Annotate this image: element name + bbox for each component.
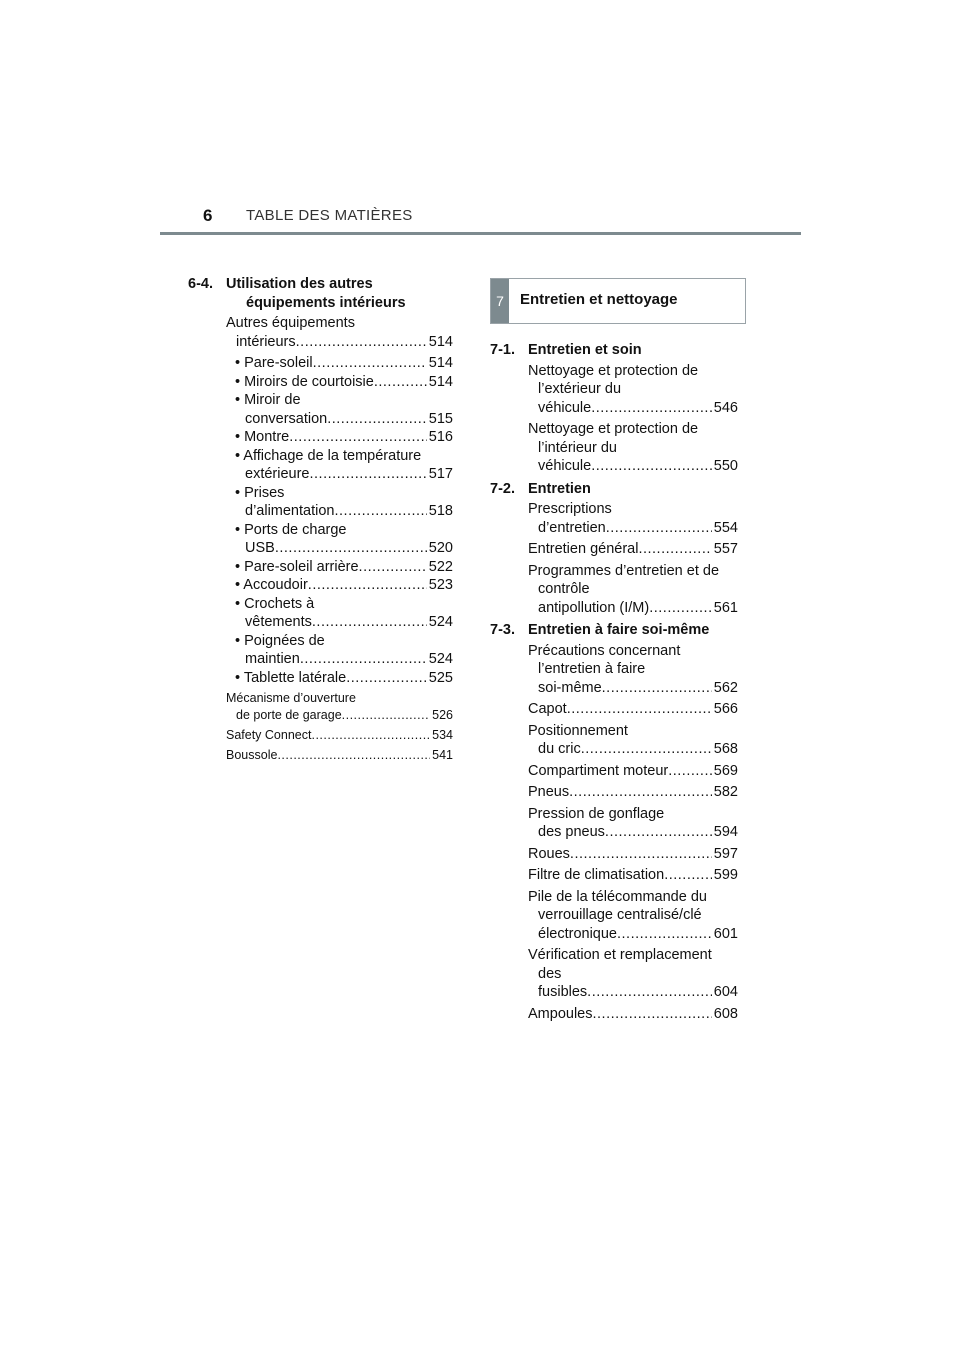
- toc-entry-line: [226, 333, 453, 352]
- toc-entry-label: Nettoyage et protection de l’extérieur du: [528, 362, 699, 397]
- toc-entry-line: [528, 823, 738, 842]
- toc-page-number: 522: [428, 558, 453, 575]
- toc-entry-label: Prescriptions: [528, 501, 612, 517]
- toc-entry-label: Positionnement: [528, 722, 628, 739]
- toc-entry[interactable]: [528, 783, 738, 802]
- toc-page-number: 514: [428, 333, 453, 350]
- toc-page-number: 562: [713, 679, 738, 696]
- toc-page-number: 554: [713, 519, 738, 536]
- toc-page-number: 566: [713, 701, 738, 717]
- dot-leader: [311, 727, 430, 744]
- toc-entry[interactable]: [528, 362, 738, 418]
- toc-entry-line: [235, 428, 453, 447]
- toc-entry[interactable]: [528, 805, 738, 842]
- toc-sub-item[interactable]: [235, 558, 453, 577]
- toc-entry-label-end: • Tablette latérale: [235, 669, 347, 686]
- dot-leader: [668, 762, 712, 781]
- toc-entry[interactable]: [528, 562, 738, 618]
- toc-page-number: 601: [713, 925, 738, 942]
- toc-page-number: 534: [432, 728, 453, 742]
- chapter-number-tab: 7: [491, 279, 509, 323]
- toc-entry-label-end: de porte de garage: [236, 708, 342, 722]
- toc-entry-label-end: Ampoules: [528, 1005, 593, 1022]
- section-heading: [188, 275, 453, 312]
- toc-entry-line: [235, 373, 453, 392]
- toc-entry[interactable]: [226, 727, 453, 744]
- toc-page-number: 514: [428, 373, 453, 390]
- toc-entry-label: Vérification et remplacement des: [528, 947, 712, 982]
- toc-entry-label-end: Roues: [528, 845, 570, 862]
- toc-page-number: 517: [428, 466, 453, 482]
- toc-entry-label-end: Compartiment moteur: [528, 762, 669, 779]
- toc-page-number: 561: [713, 599, 738, 616]
- toc-entry[interactable]: [226, 690, 453, 724]
- right-column: [490, 341, 738, 1026]
- toc-entry[interactable]: [528, 420, 738, 476]
- dot-leader: [638, 540, 711, 559]
- section-heading: [490, 341, 738, 360]
- dot-leader: [277, 747, 430, 764]
- dot-leader: [591, 457, 712, 476]
- small-entry-list: [188, 690, 453, 764]
- section-title: Entretien et soin: [528, 342, 642, 358]
- toc-entry-label: Mécanisme d’ouverture: [226, 691, 356, 705]
- toc-entry-label-end: Filtre de climatisation: [528, 867, 665, 883]
- dot-leader: [617, 925, 712, 944]
- section-number: 7-1.: [490, 342, 515, 358]
- dot-leader: [570, 845, 712, 864]
- dot-leader: [346, 669, 427, 688]
- toc-sub-item[interactable]: [235, 391, 453, 428]
- toc-entry-label-end: Pneus: [528, 784, 570, 800]
- toc-entry-label: Nettoyage et protection de l’intérieur du: [528, 421, 699, 456]
- toc-sub-item[interactable]: [235, 428, 453, 447]
- dot-leader: [296, 333, 427, 352]
- toc-entry[interactable]: [528, 866, 738, 885]
- toc-entry-label-end: USB: [245, 540, 275, 556]
- section-title: Entretien à faire soi-même: [528, 622, 710, 638]
- toc-entry-label: • Prises: [235, 484, 285, 501]
- page-number: 6: [203, 206, 213, 225]
- toc-entry-label-end: Capot: [528, 701, 567, 717]
- toc-page-number: 520: [428, 540, 453, 556]
- toc-entry-line: [528, 1005, 738, 1024]
- toc-page-number: 523: [428, 577, 453, 593]
- dot-leader: [312, 613, 427, 632]
- sub-item-list: [188, 354, 453, 687]
- header-rule: [160, 232, 801, 235]
- dot-leader: [581, 740, 712, 759]
- toc-entry-line: [235, 502, 453, 521]
- dot-leader: [374, 373, 427, 392]
- toc-entry-line: [235, 669, 453, 688]
- chapter-heading: [490, 278, 746, 324]
- toc-entry[interactable]: [528, 642, 738, 698]
- toc-entry-label-end: d’alimentation: [245, 503, 335, 519]
- section-title: Entretien: [528, 480, 591, 497]
- toc-page-number: 597: [713, 845, 738, 862]
- dot-leader: [289, 428, 427, 447]
- toc-page-number: 550: [713, 458, 738, 474]
- toc-page-number: 524: [428, 651, 453, 667]
- toc-entry-line: [528, 679, 738, 698]
- section-heading: [490, 621, 738, 640]
- toc-entry-label-end: • Pare-soleil: [235, 355, 313, 371]
- toc-entry-label-end: maintien: [245, 651, 300, 667]
- toc-sub-item[interactable]: [235, 669, 453, 688]
- toc-page-number: 608: [713, 1005, 738, 1022]
- toc-page-number: 514: [428, 355, 453, 371]
- dot-leader: [664, 866, 712, 885]
- dot-leader: [313, 354, 427, 373]
- toc-sub-item[interactable]: [235, 354, 453, 373]
- toc-entry-line: [235, 576, 453, 595]
- section-number: 7-3.: [490, 622, 515, 638]
- dot-leader: [591, 399, 712, 418]
- toc-entry-line: [235, 539, 453, 558]
- section-number: 7-2.: [490, 480, 515, 497]
- toc-page-number: 541: [432, 748, 453, 762]
- toc-entry-label: Autres équipements: [226, 315, 355, 331]
- toc-entry[interactable]: [528, 540, 738, 559]
- toc-page-number: 569: [713, 762, 738, 779]
- toc-entry-label-end: vêtements: [245, 614, 312, 630]
- dot-leader: [605, 823, 712, 842]
- toc-entry-label-end: Entretien général: [528, 541, 639, 557]
- toc-sub-item[interactable]: [235, 632, 453, 669]
- toc-entry-line: [528, 925, 738, 944]
- section-heading: [490, 480, 738, 499]
- toc-entry-label: Programmes d’entretien et de contrôle: [528, 562, 720, 597]
- toc-page-number: 557: [713, 541, 738, 557]
- toc-entry-label-end: conversation: [245, 410, 328, 427]
- toc-entry-line: [235, 410, 453, 429]
- toc-page-number: 604: [713, 984, 738, 1000]
- toc-entry[interactable]: [528, 700, 738, 719]
- toc-entry-line: [226, 707, 453, 724]
- dot-leader: [649, 599, 712, 618]
- toc-entry-label-end: Safety Connect: [226, 728, 312, 742]
- toc-entry-label-end: • Montre: [235, 429, 290, 445]
- toc-page-number: 518: [428, 503, 453, 519]
- toc-entry-label-end: • Miroirs de courtoisie: [235, 373, 374, 390]
- toc-entry-line: [226, 727, 453, 744]
- dot-leader: [569, 783, 712, 802]
- toc-entry-label-end: extérieure: [245, 466, 310, 482]
- toc-entry-label-end: d’entretien: [538, 519, 606, 536]
- toc-entry[interactable]: [528, 946, 738, 1002]
- toc-entry-line: [528, 866, 738, 885]
- toc-page-number: 568: [713, 741, 738, 757]
- left-column: [188, 275, 453, 767]
- toc-page-number: 546: [713, 399, 738, 416]
- dot-leader: [606, 519, 712, 538]
- toc-entry-line: [528, 540, 738, 559]
- toc-entry[interactable]: [226, 747, 453, 764]
- dot-leader: [300, 650, 427, 669]
- dot-leader: [602, 679, 712, 698]
- toc-entry-label-end: fusibles: [538, 984, 588, 1000]
- toc-entry-line: [235, 354, 453, 373]
- toc-entry-label-end: du cric: [538, 741, 581, 757]
- toc-page-number: 525: [428, 669, 453, 686]
- dot-leader: [334, 502, 426, 521]
- toc-sub-item[interactable]: [235, 521, 453, 558]
- toc-entry-line: [528, 599, 738, 618]
- dot-leader: [567, 700, 712, 719]
- toc-sub-item[interactable]: [235, 576, 453, 595]
- dot-leader: [309, 465, 426, 484]
- toc-entry-label-end: • Pare-soleil arrière: [235, 558, 359, 575]
- toc-entry[interactable]: [226, 314, 453, 351]
- toc-entry-label: • Miroir de: [235, 392, 301, 408]
- dot-leader: [342, 707, 431, 724]
- toc-entry-label-end: intérieurs: [236, 333, 296, 350]
- toc-entry[interactable]: [528, 722, 738, 759]
- toc-entry-line: [528, 783, 738, 802]
- dot-leader: [275, 539, 427, 558]
- toc-sub-item[interactable]: [235, 447, 453, 484]
- toc-sub-item[interactable]: [235, 484, 453, 521]
- dot-leader: [587, 983, 712, 1002]
- toc-page-number: 582: [713, 784, 738, 800]
- toc-entry-line: [528, 762, 738, 781]
- toc-page-number: 526: [432, 708, 453, 722]
- toc-entry-label-end: soi-même: [538, 679, 602, 696]
- toc-entry-label-end: Boussole: [226, 748, 278, 762]
- dot-leader: [359, 558, 427, 577]
- section-number: 6-4.: [188, 276, 213, 292]
- toc-sub-item[interactable]: [235, 373, 453, 392]
- dot-leader: [308, 576, 427, 595]
- toc-page-number: 524: [428, 614, 453, 630]
- toc-entry-line: [226, 747, 453, 764]
- toc-entry-line: [528, 519, 738, 538]
- toc-entry-label: • Poignées de: [235, 632, 325, 649]
- section-title: Utilisation des autres équipements intérieurs: [226, 276, 406, 311]
- toc-entry-line: [528, 740, 738, 759]
- toc-entry-label-end: électronique: [538, 925, 617, 942]
- dot-leader: [327, 410, 427, 429]
- toc-entry[interactable]: [528, 845, 738, 864]
- toc-page-number: 515: [428, 410, 453, 427]
- toc-entry-label: Précautions concernant l’entretien à faire: [528, 642, 681, 677]
- toc-page-number: 594: [713, 824, 738, 840]
- toc-page-number: 516: [428, 429, 453, 445]
- toc-entry-line: [528, 983, 738, 1002]
- toc-entry-line: [235, 558, 453, 577]
- toc-entry-line: [235, 465, 453, 484]
- toc-entry-line: [528, 845, 738, 864]
- toc-entry-label-end: antipollution (I/M): [538, 599, 650, 616]
- toc-entry[interactable]: [528, 888, 738, 944]
- toc-sub-item[interactable]: [235, 595, 453, 632]
- toc-entry-line: [235, 613, 453, 632]
- toc-entry-line: [235, 650, 453, 669]
- toc-entry[interactable]: [528, 500, 738, 537]
- toc-entry-label-end: des pneus: [538, 824, 605, 840]
- toc-entry[interactable]: [528, 762, 738, 781]
- toc-entry-label-end: véhicule: [538, 399, 592, 416]
- page-header-title: TABLE DES MATIÈRES: [246, 207, 413, 224]
- toc-page-number: 599: [713, 867, 738, 883]
- chapter-title: Entretien et nettoyage: [520, 291, 678, 308]
- toc-entry-line: [528, 399, 738, 418]
- toc-entry-line: [528, 700, 738, 719]
- dot-leader: [592, 1005, 711, 1024]
- toc-entry-label-end: • Accoudoir: [235, 577, 308, 593]
- toc-entry-line: [528, 457, 738, 476]
- toc-entry-label: Pile de la télécommande du verrouillage centralisé/clé: [528, 888, 707, 923]
- toc-entry-label: • Crochets à: [235, 595, 315, 612]
- toc-entry-label: • Affichage de la température: [235, 447, 422, 464]
- toc-entry-label-end: véhicule: [538, 458, 592, 474]
- toc-entry-label: • Ports de charge: [235, 521, 347, 538]
- toc-entry[interactable]: [528, 1005, 738, 1024]
- toc-entry-label: Pression de gonflage: [528, 805, 665, 822]
